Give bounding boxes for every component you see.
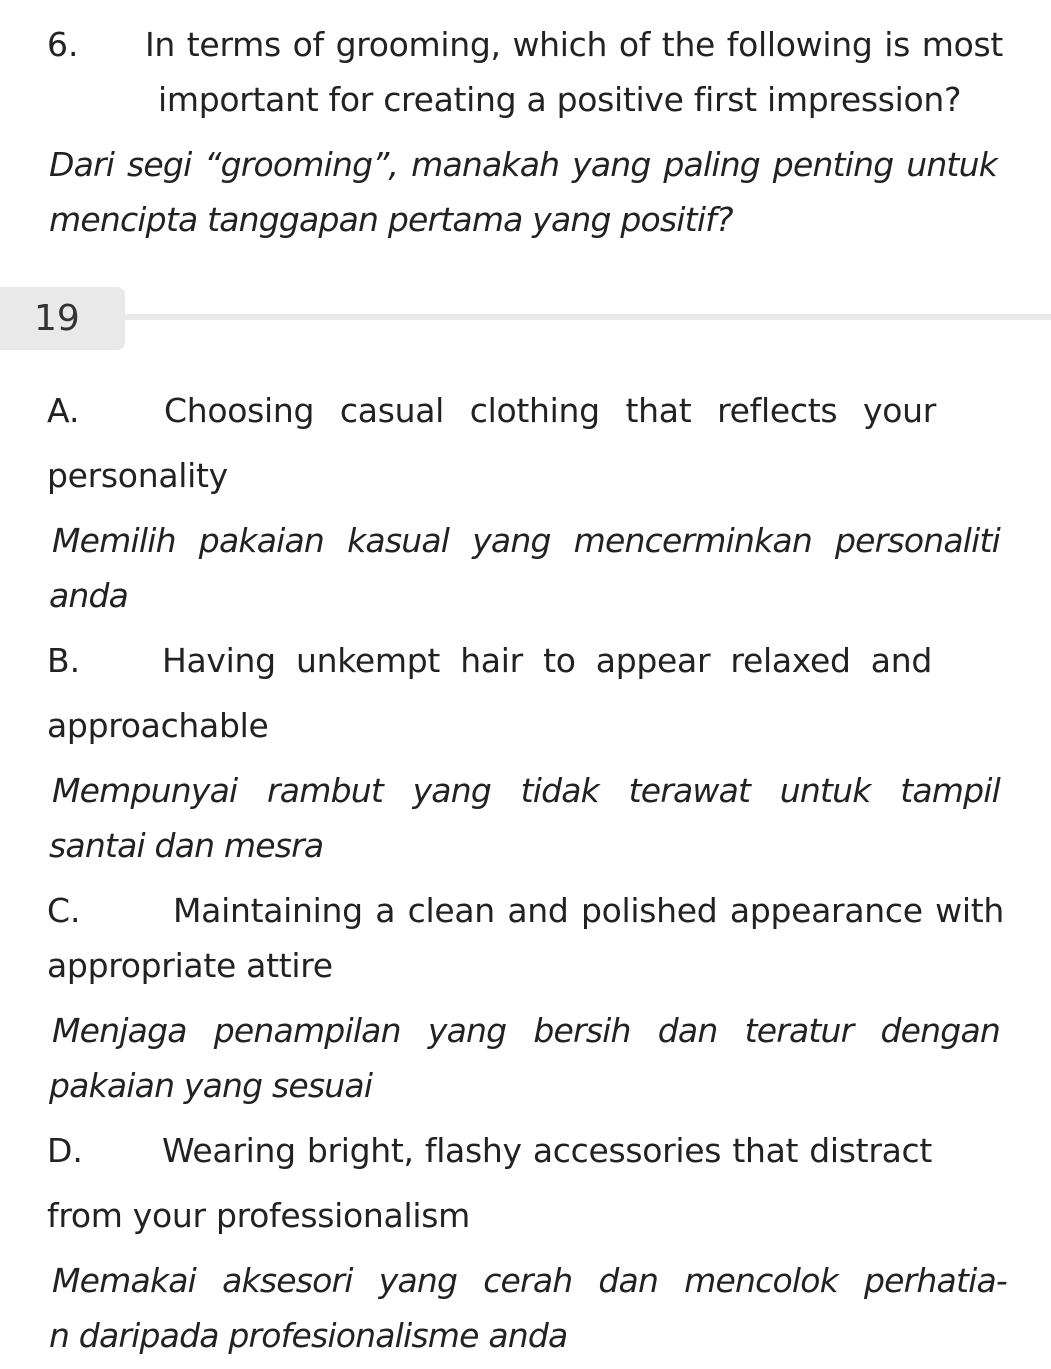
option-malay-line-2: n daripada profesionalisme anda	[49, 1316, 568, 1355]
option-english-line-2: from your professionalism	[47, 1196, 470, 1235]
option-malay-line-2: pakaian yang sesuai	[49, 1066, 373, 1105]
option-english-line-2: appropriate attire	[47, 946, 333, 985]
option-malay-line-2: anda	[49, 576, 129, 615]
question-english-line-1: In terms of grooming, which of the following is most	[145, 25, 1003, 64]
option-english-line-1: Choosing casual clothing that reflects your	[164, 391, 936, 430]
option-letter: D.	[47, 1131, 83, 1170]
option-english-line-2: approachable	[47, 706, 269, 745]
option-english-line-1: Having unkempt hair to appear relaxed and	[162, 641, 932, 680]
question-malay-line-2: mencipta tanggapan pertama yang positif?	[49, 200, 733, 239]
option-letter: A.	[47, 391, 80, 430]
question-english-line-2: important for creating a positive first impression?	[158, 80, 962, 119]
page-divider-line	[125, 314, 1051, 320]
option-english-line-1: Wearing bright, flashy accessories that distract	[162, 1131, 932, 1170]
option-english-line-1: Maintaining a clean and polished appearance with	[173, 891, 1004, 930]
option-malay-line-1: Memilih pakaian kasual yang mencerminkan personaliti	[52, 521, 1000, 560]
question-malay-line-1: Dari segi “grooming”, manakah yang paling penting untuk	[49, 145, 997, 184]
option-malay-line-1: Memakai aksesori yang cerah dan mencolok perhatia-	[52, 1261, 1007, 1300]
option-letter: C.	[47, 891, 81, 930]
option-letter: B.	[47, 641, 81, 680]
option-malay-line-1: Mempunyai rambut yang tidak terawat untuk tampil	[52, 771, 1000, 810]
option-english-line-2: personality	[47, 456, 228, 495]
option-malay-line-2: santai dan mesra	[49, 826, 324, 865]
page-number: 19	[34, 298, 80, 339]
question-number: 6.	[47, 25, 79, 64]
option-malay-line-1: Menjaga penampilan yang bersih dan teratur dengan	[52, 1011, 1000, 1050]
